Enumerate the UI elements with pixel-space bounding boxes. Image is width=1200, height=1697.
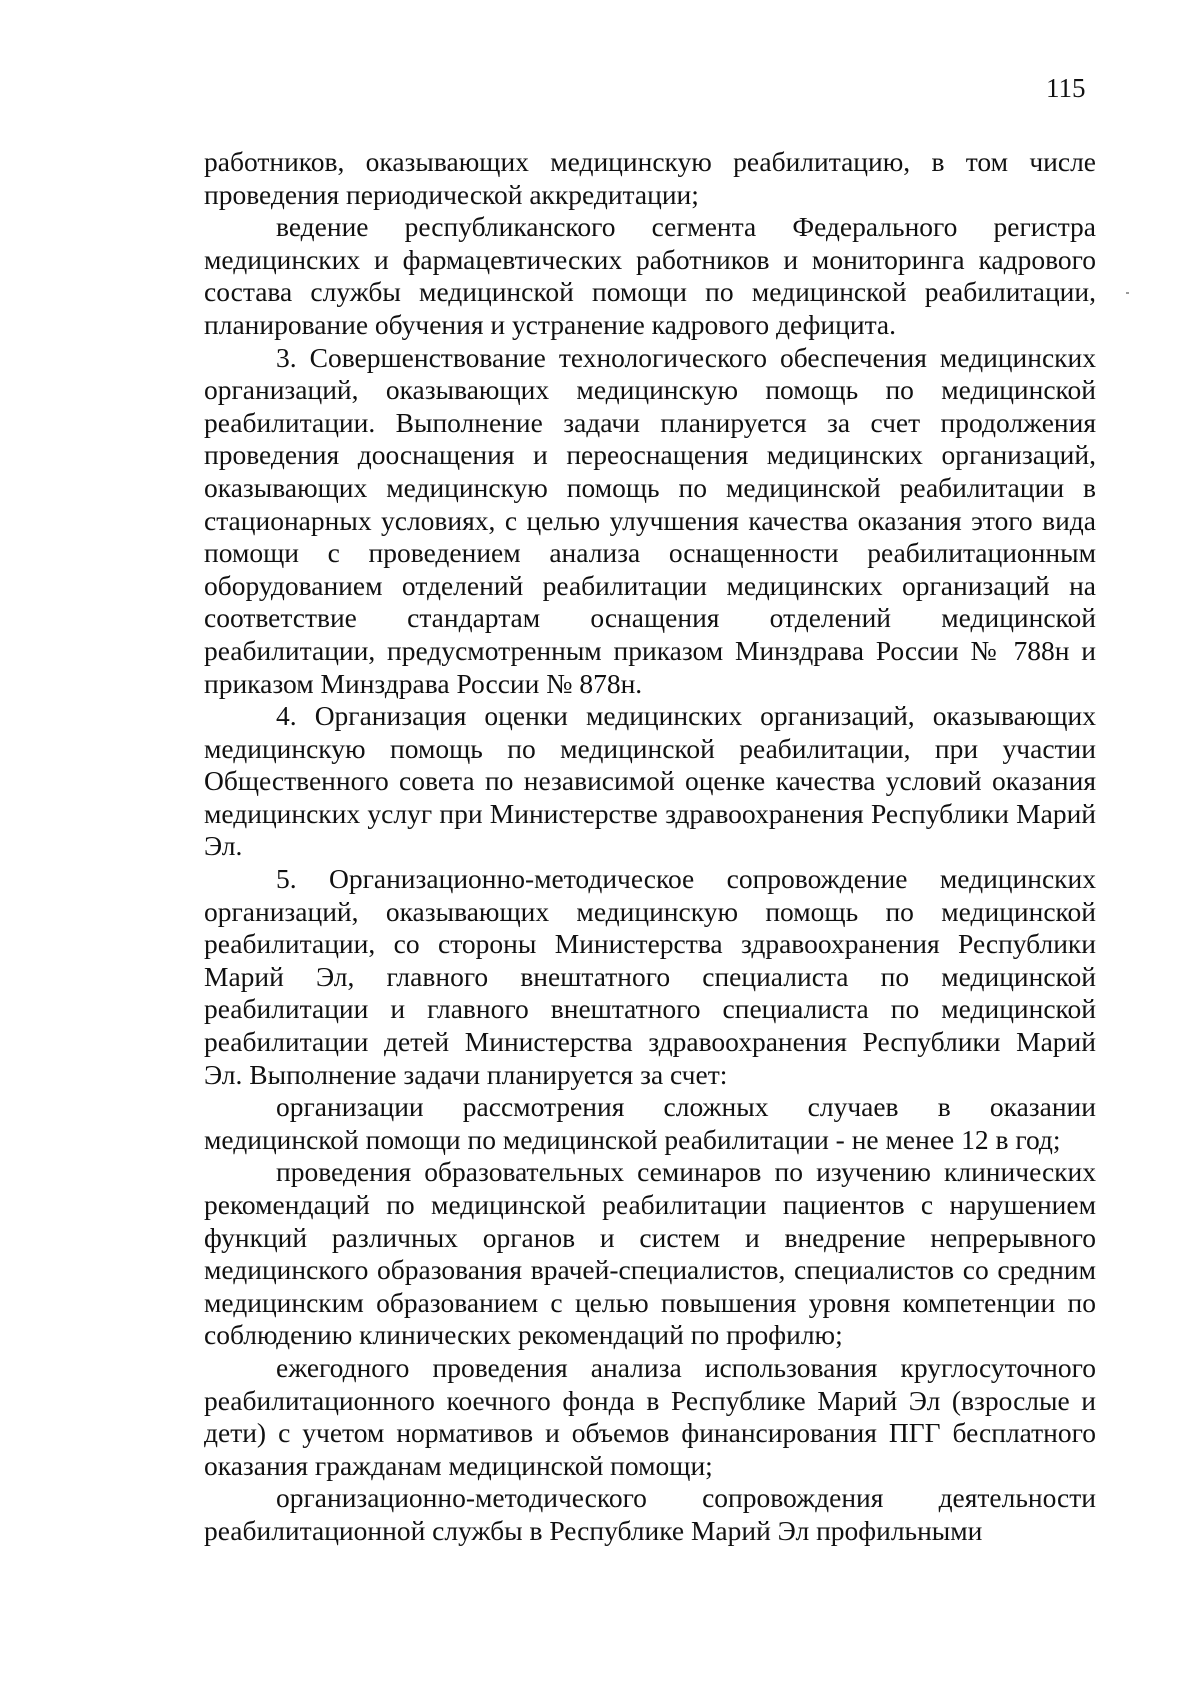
- paragraph-seminars: проведения образовательных семинаров по изучению клинических рекомендаций по медицинской реабилитации пациентов с нарушением функций различных органов и систем и внедрение непрерывного медицинского образования врачей-специалистов, специалистов со средним медицинским образованием с целью повышения уровня компетенции по соблюдению клинических рекомендаций по профилю;: [204, 1156, 1096, 1351]
- paragraph-methodological-support: организационно-методического сопровождения деятельности реабилитационной службы в Республике Марий Эл профильными: [204, 1482, 1096, 1546]
- paragraph-item-5: 5. Организационно-методическое сопровождение медицинских организаций, оказывающих медицинскую помощь по медицинской реабилитации, со стороны Министерства здравоохранения Республики Марий Эл, главного внештатного специалиста по медицинской реабилитации и главного внештатного специалиста по медицинской реабилитации детей Министерства здравоохранения Республики Марий Эл. Выполнение задачи планируется за счет:: [204, 863, 1096, 1090]
- paragraph-complex-cases: организации рассмотрения сложных случаев в оказании медицинской помощи по медицинской реабилитации - не менее 12 в год;: [204, 1091, 1096, 1155]
- paragraph-item-3: 3. Совершенствование технологического обеспечения медицинских организаций, оказывающих медицинскую помощь по медицинской реабилитации. Выполнение задачи планируется за счет продолжения проведения дооснащения и переоснащения медицинских организаций, оказывающих медицинскую помощь по медицинской реабилитации в стационарных условиях, с целью улучшения качества оказания этого вида помощи с проведением анализа оснащенности реабилитационным оборудованием отделений реабилитации медицинских организаций на соответствие стандартам оснащения отделений медицинской реабилитации, предусмотренным приказом Минздрава России № 788н и приказом Минздрава России № 878н.: [204, 341, 1096, 699]
- paragraph-item-4: 4. Организация оценки медицинских организаций, оказывающих медицинскую помощь по медицинской реабилитации, при участии Общественного совета по независимой оценке качества условий оказания медицинских услуг при Министерстве здравоохранения Республики Марий Эл.: [204, 700, 1096, 862]
- paragraph-continuation: работников, оказывающих медицинскую реабилитацию, в том числе проведения периодической аккредитации;: [204, 146, 1096, 210]
- scan-speck: [1126, 292, 1129, 294]
- document-body: [204, 146, 1096, 1548]
- paragraph-bed-fund-analysis: ежегодного проведения анализа использования круглосуточного реабилитационного коечного фонда в Республике Марий Эл (взрослые и дети) с учетом нормативов и объемов финансирования ПГГ бесплатного оказания гражданам медицинской помощи;: [204, 1351, 1096, 1481]
- page-number: 115: [1046, 73, 1086, 103]
- paragraph-register-maintenance: ведение республиканского сегмента Федерального регистра медицинских и фармацевтических работников и мониторинга кадрового состава службы медицинской помощи по медицинской реабилитации, планирование обучения и устранение кадрового дефицита.: [204, 211, 1096, 340]
